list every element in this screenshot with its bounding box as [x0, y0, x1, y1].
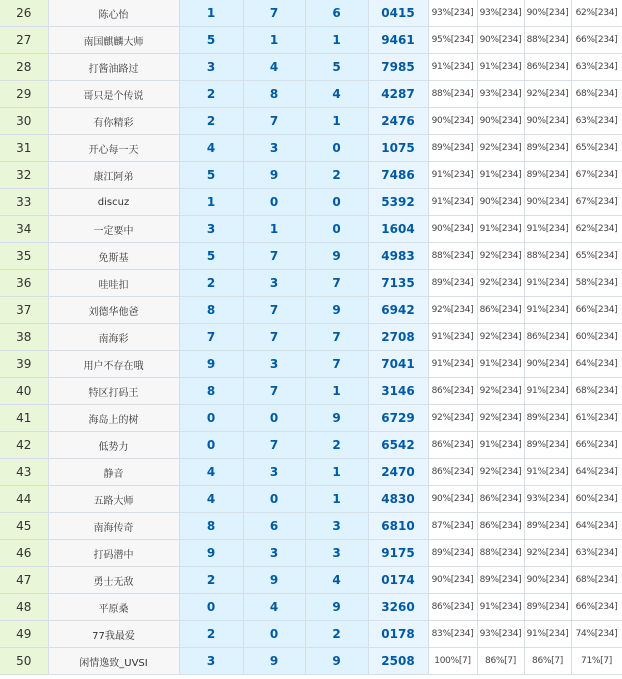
number-code-cell: 2476 — [368, 108, 428, 135]
table-row — [0, 324, 622, 351]
digit-1-cell: 8 — [179, 378, 243, 405]
table-row — [0, 459, 622, 486]
username-cell: 康江阿弟 — [48, 162, 179, 189]
percent-1-cell: 91%[234] — [428, 324, 477, 351]
digit-1-cell: 2 — [179, 108, 243, 135]
digit-2-cell: 9 — [243, 567, 305, 594]
percent-3-cell: 90%[234] — [524, 351, 571, 378]
digit-3-cell: 1 — [305, 108, 368, 135]
number-code-cell: 4983 — [368, 243, 428, 270]
percent-3-cell: 89%[234] — [524, 405, 571, 432]
number-code-cell: 6729 — [368, 405, 428, 432]
digit-3-cell: 2 — [305, 621, 368, 648]
percent-4-cell: 68%[234] — [571, 81, 622, 108]
percent-3-cell: 91%[234] — [524, 270, 571, 297]
percent-1-cell: 88%[234] — [428, 243, 477, 270]
digit-3-cell: 4 — [305, 567, 368, 594]
table-row — [0, 648, 622, 675]
number-code-cell: 2508 — [368, 648, 428, 675]
username-cell: 一定要中 — [48, 216, 179, 243]
username-cell: 五路大师 — [48, 486, 179, 513]
table-row — [0, 594, 622, 621]
table-row — [0, 621, 622, 648]
percent-2-cell: 92%[234] — [477, 270, 524, 297]
percent-1-cell: 90%[234] — [428, 108, 477, 135]
digit-3-cell: 0 — [305, 216, 368, 243]
percent-2-cell: 92%[234] — [477, 324, 524, 351]
percent-3-cell: 90%[234] — [524, 567, 571, 594]
table-row — [0, 0, 622, 27]
username-cell: 免斯基 — [48, 243, 179, 270]
rank-cell: 46 — [0, 540, 48, 567]
username-cell: 打酱油路过 — [48, 54, 179, 81]
percent-3-cell: 92%[234] — [524, 540, 571, 567]
table-row — [0, 297, 622, 324]
percent-3-cell: 90%[234] — [524, 108, 571, 135]
number-code-cell: 0178 — [368, 621, 428, 648]
number-code-cell: 6810 — [368, 513, 428, 540]
number-code-cell: 0174 — [368, 567, 428, 594]
digit-1-cell: 1 — [179, 189, 243, 216]
username-cell: 静音 — [48, 459, 179, 486]
percent-4-cell: 63%[234] — [571, 108, 622, 135]
table-row — [0, 108, 622, 135]
percent-3-cell: 86%[7] — [524, 648, 571, 675]
number-code-cell: 6542 — [368, 432, 428, 459]
percent-4-cell: 65%[234] — [571, 243, 622, 270]
percent-1-cell: 92%[234] — [428, 297, 477, 324]
percent-4-cell: 64%[234] — [571, 459, 622, 486]
table-row — [0, 432, 622, 459]
percent-1-cell: 93%[234] — [428, 0, 477, 27]
percent-4-cell: 61%[234] — [571, 405, 622, 432]
percent-2-cell: 89%[234] — [477, 567, 524, 594]
digit-2-cell: 3 — [243, 351, 305, 378]
digit-3-cell: 1 — [305, 486, 368, 513]
percent-4-cell: 66%[234] — [571, 594, 622, 621]
percent-3-cell: 86%[234] — [524, 324, 571, 351]
percent-1-cell: 90%[234] — [428, 486, 477, 513]
digit-1-cell: 9 — [179, 540, 243, 567]
percent-4-cell: 66%[234] — [571, 297, 622, 324]
percent-1-cell: 90%[234] — [428, 567, 477, 594]
digit-1-cell: 4 — [179, 459, 243, 486]
digit-3-cell: 5 — [305, 54, 368, 81]
rank-cell: 26 — [0, 0, 48, 27]
table-row — [0, 189, 622, 216]
percent-1-cell: 83%[234] — [428, 621, 477, 648]
table-row — [0, 351, 622, 378]
percent-2-cell: 91%[234] — [477, 54, 524, 81]
digit-3-cell: 7 — [305, 270, 368, 297]
percent-4-cell: 63%[234] — [571, 540, 622, 567]
percent-3-cell: 93%[234] — [524, 486, 571, 513]
rank-cell: 37 — [0, 297, 48, 324]
percent-4-cell: 71%[7] — [571, 648, 622, 675]
digit-3-cell: 4 — [305, 81, 368, 108]
number-code-cell: 2708 — [368, 324, 428, 351]
username-cell: 平原桑 — [48, 594, 179, 621]
percent-3-cell: 89%[234] — [524, 513, 571, 540]
digit-2-cell: 7 — [243, 378, 305, 405]
percent-1-cell: 86%[234] — [428, 594, 477, 621]
digit-3-cell: 1 — [305, 378, 368, 405]
digit-1-cell: 2 — [179, 621, 243, 648]
percent-2-cell: 91%[234] — [477, 216, 524, 243]
number-code-cell: 7041 — [368, 351, 428, 378]
rank-cell: 48 — [0, 594, 48, 621]
number-code-cell: 4287 — [368, 81, 428, 108]
percent-4-cell: 58%[234] — [571, 270, 622, 297]
rank-cell: 31 — [0, 135, 48, 162]
percent-3-cell: 89%[234] — [524, 162, 571, 189]
username-cell: 南海彩 — [48, 324, 179, 351]
digit-2-cell: 9 — [243, 648, 305, 675]
percent-4-cell: 67%[234] — [571, 189, 622, 216]
number-code-cell: 5392 — [368, 189, 428, 216]
digit-1-cell: 2 — [179, 81, 243, 108]
digit-3-cell: 9 — [305, 243, 368, 270]
percent-4-cell: 64%[234] — [571, 513, 622, 540]
table-row — [0, 540, 622, 567]
table-row — [0, 162, 622, 189]
username-cell: 哥只是个传说 — [48, 81, 179, 108]
username-cell: 77我最爱 — [48, 621, 179, 648]
digit-2-cell: 0 — [243, 486, 305, 513]
rank-cell: 45 — [0, 513, 48, 540]
digit-2-cell: 9 — [243, 162, 305, 189]
number-code-cell: 4830 — [368, 486, 428, 513]
percent-4-cell: 68%[234] — [571, 378, 622, 405]
rank-cell: 43 — [0, 459, 48, 486]
digit-3-cell: 2 — [305, 432, 368, 459]
number-code-cell: 6942 — [368, 297, 428, 324]
username-cell: 闲情逸致_UVSI — [48, 648, 179, 675]
percent-3-cell: 92%[234] — [524, 81, 571, 108]
digit-1-cell: 7 — [179, 324, 243, 351]
rank-cell: 50 — [0, 648, 48, 675]
digit-3-cell: 3 — [305, 540, 368, 567]
percent-3-cell: 89%[234] — [524, 135, 571, 162]
username-cell: 特区打码王 — [48, 378, 179, 405]
digit-2-cell: 4 — [243, 594, 305, 621]
digit-3-cell: 6 — [305, 0, 368, 27]
number-code-cell: 1604 — [368, 216, 428, 243]
percent-1-cell: 86%[234] — [428, 459, 477, 486]
percent-1-cell: 91%[234] — [428, 54, 477, 81]
digit-3-cell: 1 — [305, 459, 368, 486]
percent-3-cell: 89%[234] — [524, 594, 571, 621]
rank-cell: 49 — [0, 621, 48, 648]
digit-2-cell: 4 — [243, 54, 305, 81]
rank-cell: 41 — [0, 405, 48, 432]
digit-1-cell: 3 — [179, 54, 243, 81]
digit-2-cell: 7 — [243, 108, 305, 135]
number-code-cell: 7135 — [368, 270, 428, 297]
rank-cell: 36 — [0, 270, 48, 297]
digit-3-cell: 3 — [305, 513, 368, 540]
percent-2-cell: 93%[234] — [477, 0, 524, 27]
digit-1-cell: 0 — [179, 405, 243, 432]
digit-3-cell: 9 — [305, 594, 368, 621]
rank-cell: 44 — [0, 486, 48, 513]
percent-4-cell: 74%[234] — [571, 621, 622, 648]
percent-2-cell: 92%[234] — [477, 243, 524, 270]
percent-3-cell: 88%[234] — [524, 243, 571, 270]
rank-cell: 28 — [0, 54, 48, 81]
digit-2-cell: 3 — [243, 459, 305, 486]
rank-cell: 38 — [0, 324, 48, 351]
percent-1-cell: 91%[234] — [428, 351, 477, 378]
percent-4-cell: 64%[234] — [571, 351, 622, 378]
username-cell: 刘德华他爸 — [48, 297, 179, 324]
digit-3-cell: 0 — [305, 189, 368, 216]
table-row — [0, 513, 622, 540]
username-cell: 打码潜中 — [48, 540, 179, 567]
percent-2-cell: 93%[234] — [477, 621, 524, 648]
username-cell: 低势力 — [48, 432, 179, 459]
rank-cell: 35 — [0, 243, 48, 270]
digit-2-cell: 0 — [243, 621, 305, 648]
percent-2-cell: 90%[234] — [477, 27, 524, 54]
rank-cell: 30 — [0, 108, 48, 135]
rank-cell: 42 — [0, 432, 48, 459]
rank-cell: 29 — [0, 81, 48, 108]
digit-1-cell: 4 — [179, 135, 243, 162]
table-row — [0, 405, 622, 432]
percent-2-cell: 91%[234] — [477, 162, 524, 189]
percent-2-cell: 88%[234] — [477, 540, 524, 567]
digit-2-cell: 3 — [243, 270, 305, 297]
table-row — [0, 27, 622, 54]
percent-2-cell: 93%[234] — [477, 81, 524, 108]
digit-2-cell: 7 — [243, 432, 305, 459]
percent-3-cell: 90%[234] — [524, 0, 571, 27]
number-code-cell: 2470 — [368, 459, 428, 486]
digit-2-cell: 8 — [243, 81, 305, 108]
table-row — [0, 486, 622, 513]
percent-2-cell: 92%[234] — [477, 135, 524, 162]
percent-4-cell: 60%[234] — [571, 486, 622, 513]
digit-2-cell: 0 — [243, 189, 305, 216]
table-row — [0, 378, 622, 405]
digit-2-cell: 7 — [243, 297, 305, 324]
digit-3-cell: 9 — [305, 297, 368, 324]
rank-cell: 33 — [0, 189, 48, 216]
number-code-cell: 1075 — [368, 135, 428, 162]
digit-1-cell: 3 — [179, 216, 243, 243]
percent-4-cell: 68%[234] — [571, 567, 622, 594]
digit-1-cell: 0 — [179, 594, 243, 621]
table-row — [0, 135, 622, 162]
percent-2-cell: 92%[234] — [477, 405, 524, 432]
percent-4-cell: 62%[234] — [571, 216, 622, 243]
rank-cell: 34 — [0, 216, 48, 243]
percent-2-cell: 86%[234] — [477, 297, 524, 324]
percent-4-cell: 65%[234] — [571, 135, 622, 162]
username-cell: 开心每一天 — [48, 135, 179, 162]
table-row — [0, 216, 622, 243]
digit-2-cell: 3 — [243, 540, 305, 567]
rank-cell: 27 — [0, 27, 48, 54]
digit-1-cell: 3 — [179, 648, 243, 675]
digit-1-cell: 5 — [179, 162, 243, 189]
digit-2-cell: 1 — [243, 27, 305, 54]
table-row — [0, 54, 622, 81]
rank-cell: 32 — [0, 162, 48, 189]
username-cell: 海岛上的树 — [48, 405, 179, 432]
percent-4-cell: 60%[234] — [571, 324, 622, 351]
percent-1-cell: 86%[234] — [428, 432, 477, 459]
percent-2-cell: 92%[234] — [477, 378, 524, 405]
percent-2-cell: 92%[234] — [477, 459, 524, 486]
table-row — [0, 567, 622, 594]
percent-3-cell: 88%[234] — [524, 27, 571, 54]
digit-1-cell: 2 — [179, 567, 243, 594]
rank-cell: 40 — [0, 378, 48, 405]
digit-1-cell: 2 — [179, 270, 243, 297]
percent-4-cell: 67%[234] — [571, 162, 622, 189]
digit-3-cell: 2 — [305, 162, 368, 189]
digit-3-cell: 7 — [305, 351, 368, 378]
percent-2-cell: 86%[7] — [477, 648, 524, 675]
digit-3-cell: 9 — [305, 405, 368, 432]
rank-cell: 47 — [0, 567, 48, 594]
digit-2-cell: 1 — [243, 216, 305, 243]
digit-1-cell: 5 — [179, 243, 243, 270]
username-cell: 勇士无敌 — [48, 567, 179, 594]
percent-1-cell: 91%[234] — [428, 162, 477, 189]
percent-1-cell: 87%[234] — [428, 513, 477, 540]
percent-3-cell: 91%[234] — [524, 621, 571, 648]
percent-1-cell: 86%[234] — [428, 378, 477, 405]
username-cell: discuz — [48, 189, 179, 216]
username-cell: 哇哇扣 — [48, 270, 179, 297]
digit-3-cell: 7 — [305, 324, 368, 351]
digit-1-cell: 1 — [179, 0, 243, 27]
number-code-cell: 9175 — [368, 540, 428, 567]
table-row — [0, 270, 622, 297]
percent-1-cell: 95%[234] — [428, 27, 477, 54]
percent-1-cell: 89%[234] — [428, 135, 477, 162]
percent-1-cell: 100%[7] — [428, 648, 477, 675]
digit-2-cell: 7 — [243, 243, 305, 270]
percent-2-cell: 91%[234] — [477, 432, 524, 459]
username-cell: 用户不存在哦 — [48, 351, 179, 378]
username-cell: 南海传奇 — [48, 513, 179, 540]
percent-3-cell: 91%[234] — [524, 216, 571, 243]
percent-4-cell: 66%[234] — [571, 432, 622, 459]
percent-4-cell: 66%[234] — [571, 27, 622, 54]
digit-1-cell: 8 — [179, 297, 243, 324]
digit-2-cell: 6 — [243, 513, 305, 540]
percent-2-cell: 91%[234] — [477, 594, 524, 621]
rank-cell: 39 — [0, 351, 48, 378]
digit-2-cell: 3 — [243, 135, 305, 162]
percent-4-cell: 62%[234] — [571, 0, 622, 27]
digit-3-cell: 0 — [305, 135, 368, 162]
number-code-cell: 0415 — [368, 0, 428, 27]
number-code-cell: 3146 — [368, 378, 428, 405]
digit-3-cell: 9 — [305, 648, 368, 675]
percent-1-cell: 90%[234] — [428, 216, 477, 243]
digit-3-cell: 1 — [305, 27, 368, 54]
percent-3-cell: 91%[234] — [524, 378, 571, 405]
percent-2-cell: 91%[234] — [477, 351, 524, 378]
percent-2-cell: 86%[234] — [477, 513, 524, 540]
percent-3-cell: 86%[234] — [524, 54, 571, 81]
digit-1-cell: 8 — [179, 513, 243, 540]
username-cell: 有你精彩 — [48, 108, 179, 135]
username-cell: 陈心怡 — [48, 0, 179, 27]
percent-1-cell: 88%[234] — [428, 81, 477, 108]
percent-2-cell: 86%[234] — [477, 486, 524, 513]
percent-1-cell: 92%[234] — [428, 405, 477, 432]
percent-2-cell: 90%[234] — [477, 189, 524, 216]
percent-1-cell: 89%[234] — [428, 540, 477, 567]
digit-2-cell: 7 — [243, 324, 305, 351]
digit-1-cell: 0 — [179, 432, 243, 459]
percent-4-cell: 63%[234] — [571, 54, 622, 81]
digit-1-cell: 9 — [179, 351, 243, 378]
table-row — [0, 243, 622, 270]
percent-3-cell: 89%[234] — [524, 432, 571, 459]
percent-2-cell: 90%[234] — [477, 108, 524, 135]
table-row — [0, 81, 622, 108]
username-cell: 南国麒麟大师 — [48, 27, 179, 54]
percent-3-cell: 91%[234] — [524, 297, 571, 324]
digit-2-cell: 7 — [243, 0, 305, 27]
digit-1-cell: 5 — [179, 27, 243, 54]
percent-3-cell: 91%[234] — [524, 459, 571, 486]
digit-2-cell: 0 — [243, 405, 305, 432]
percent-3-cell: 90%[234] — [524, 189, 571, 216]
percent-1-cell: 89%[234] — [428, 270, 477, 297]
number-code-cell: 7985 — [368, 54, 428, 81]
percent-1-cell: 91%[234] — [428, 189, 477, 216]
number-code-cell: 7486 — [368, 162, 428, 189]
digit-1-cell: 4 — [179, 486, 243, 513]
number-code-cell: 9461 — [368, 27, 428, 54]
number-code-cell: 3260 — [368, 594, 428, 621]
